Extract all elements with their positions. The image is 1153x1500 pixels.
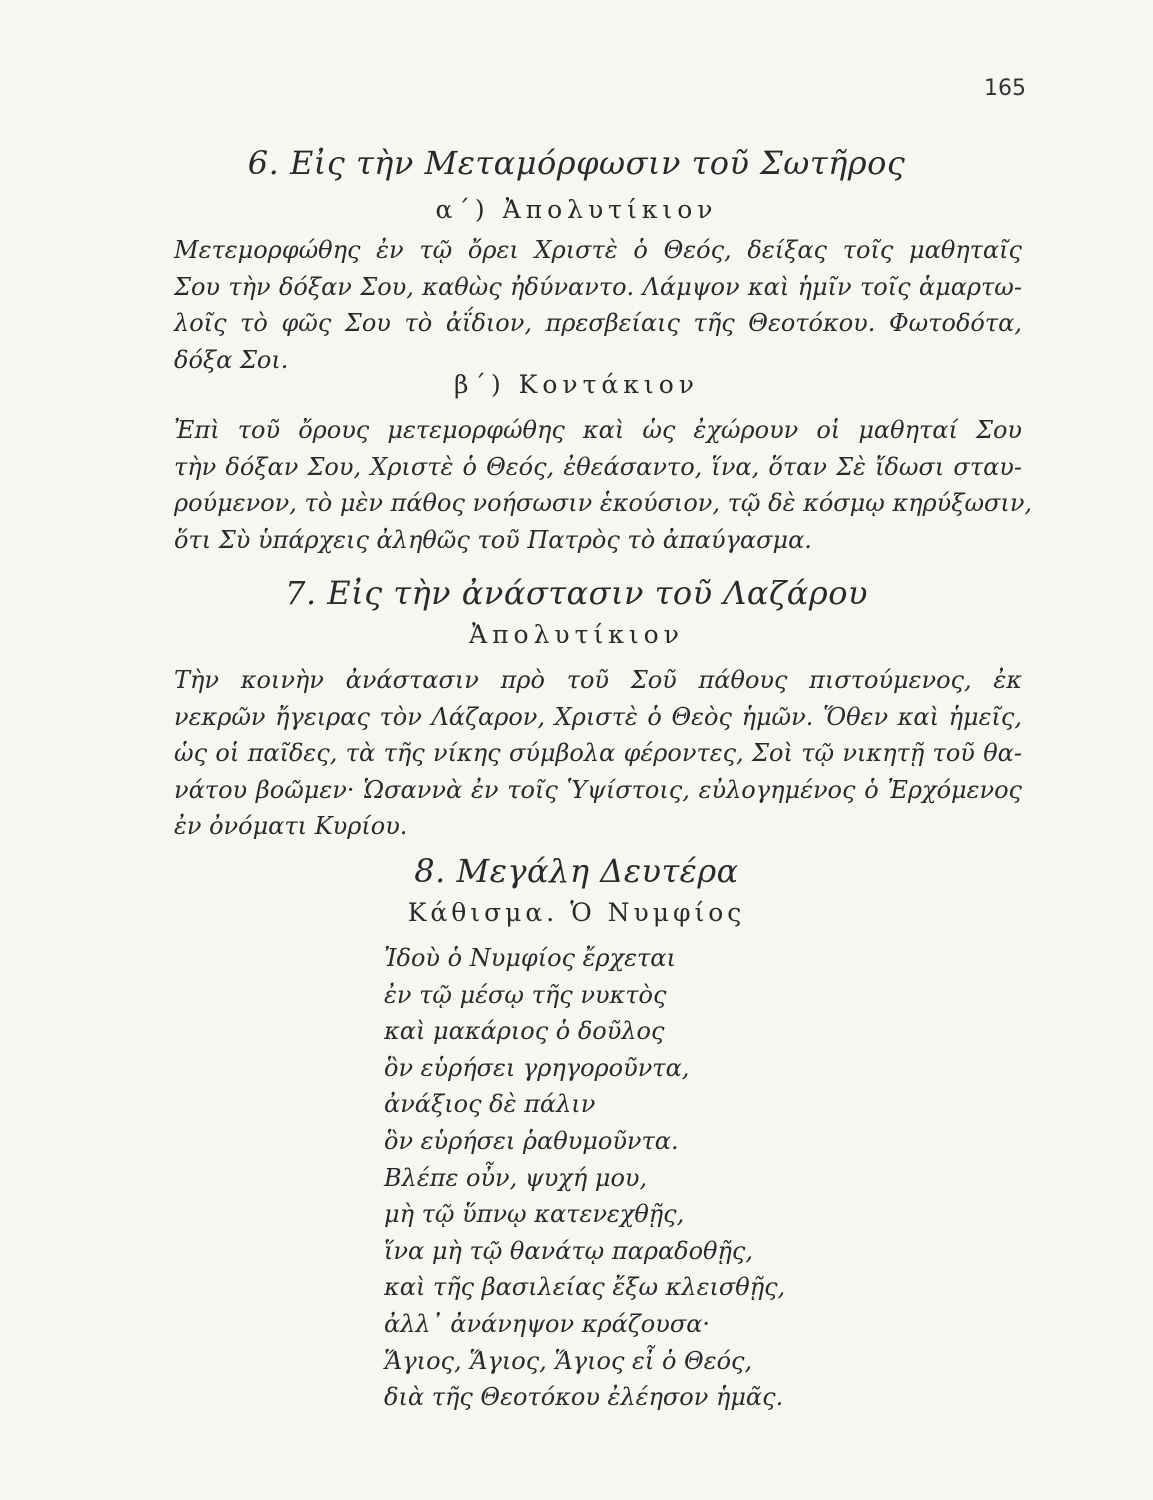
section-6-subtitle-kontakion: β΄) Κοντάκιον — [454, 370, 699, 399]
text-line: νάτου βοῶμεν· Ὡσαννὰ ἐν τοῖς Ὑψίστοις, εὐλογημένος ὁ Ἐρχόμενος — [174, 775, 1022, 804]
text-line: νεκρῶν ἤγειρας τὸν Λάζαρον, Χριστὲ ὁ Θεὸς ἡμῶν. Ὅθεν καὶ ἡμεῖς, — [174, 702, 1022, 731]
text-line: ρούμενον, τὸ μὲν πάθος νοήσωσιν ἑκούσιον, τῷ δὲ κόσμῳ κηρύξωσιν, — [174, 489, 1033, 517]
section-8-verse — [384, 940, 944, 1416]
section-7-subtitle: Ἀπολυτίκιον — [469, 620, 684, 649]
section-7-title: 7. Εἰς τὴν ἀνάστασιν τοῦ Λαζάρου — [285, 574, 868, 612]
page-number: 165 — [984, 76, 1026, 101]
verse-line: μὴ τῷ ὕπνῳ κατενεχθῇς, — [384, 1200, 685, 1229]
verse-line: ἵνα μὴ τῷ θανάτῳ παραδοθῇς, — [384, 1236, 753, 1265]
section-8-title: 8. Μεγάλη Δευτέρα — [414, 852, 739, 890]
verse-line: ἀνάξιος δὲ πάλιν — [384, 1090, 596, 1119]
text-line: Μετεμορφώθης ἐν τῷ ὄρει Χριστὲ ὁ Θεός, δείξας τοῖς μαθηταῖς — [174, 236, 1022, 264]
section-6-kontakion-text — [174, 412, 1033, 558]
section-6-subtitle-apolytikion: α΄) Ἀπολυτίκιον — [435, 195, 718, 224]
section-8-subtitle: Κάθισμα. Ὁ Νυμφίος — [407, 898, 746, 927]
text-line: λοῖς τὸ φῶς Σου τὸ ἀΐδιον, πρεσβείαις τῆς Θεοτόκου. Φωτοδότα, — [174, 309, 1022, 337]
section-7-text — [174, 662, 1022, 845]
text-line: τὴν δόξαν Σου, Χριστὲ ὁ Θεός, ἐθεάσαντο, ἵνα, ὅταν Σὲ ἴδωσι σταυ- — [174, 452, 1022, 481]
text-line: Σου τὴν δόξαν Σου, καθὼς ἠδύναντο. Λάμψον καὶ ἡμῖν τοῖς ἁμαρτω- — [174, 272, 1022, 301]
text-line: Τὴν κοινὴν ἀνάστασιν πρὸ τοῦ Σοῦ πάθους πιστούμενος, ἐκ — [174, 666, 1022, 694]
verse-line: ἐν τῷ μέσῳ τῆς νυκτὸς — [384, 980, 667, 1009]
verse-line: ὃν εὑρήσει γρηγοροῦντα, — [384, 1053, 690, 1082]
verse-line: ἀλλ᾿ ἀνάνηψον κράζουσα· — [384, 1309, 711, 1338]
section-6-apolytikion-text — [174, 232, 1022, 378]
verse-line: καὶ μακάριος ὁ δοῦλος — [384, 1017, 665, 1046]
text-line: ὡς οἱ παῖδες, τὰ τῆς νίκης σύμβολα φέροντες, Σοὶ τῷ νικητῇ τοῦ θα- — [174, 739, 1022, 767]
verse-line: ὃν εὑρήσει ῥαθυμοῦντα. — [384, 1126, 679, 1155]
text-line: ὅτι Σὺ ὑπάρχεις ἀληθῶς τοῦ Πατρὸς τὸ ἀπαύγασμα. — [174, 525, 812, 554]
verse-line: Ἰδοὺ ὁ Νυμφίος ἔρχεται — [384, 944, 676, 972]
verse-line: Ἅγιος, Ἅγιος, Ἅγιος εἶ ὁ Θεός, — [384, 1346, 753, 1375]
text-line: ἐν ὀνόματι Κυρίου. — [174, 812, 408, 840]
section-6-title: 6. Εἰς τὴν Μεταμόρφωσιν τοῦ Σωτῆρος — [247, 144, 906, 182]
text-line: δόξα Σοι. — [174, 345, 289, 374]
verse-line: καὶ τῆς βασιλείας ἔξω κλεισθῇς, — [384, 1273, 786, 1302]
text-line: Ἐπὶ τοῦ ὄρους μετεμορφώθης καὶ ὡς ἐχώρουν οἱ μαθηταί Σου — [174, 416, 1022, 444]
verse-line: διὰ τῆς Θεοτόκου ἐλέησον ἡμᾶς. — [384, 1383, 784, 1412]
verse-line: Βλέπε οὖν, ψυχή μου, — [384, 1163, 648, 1192]
